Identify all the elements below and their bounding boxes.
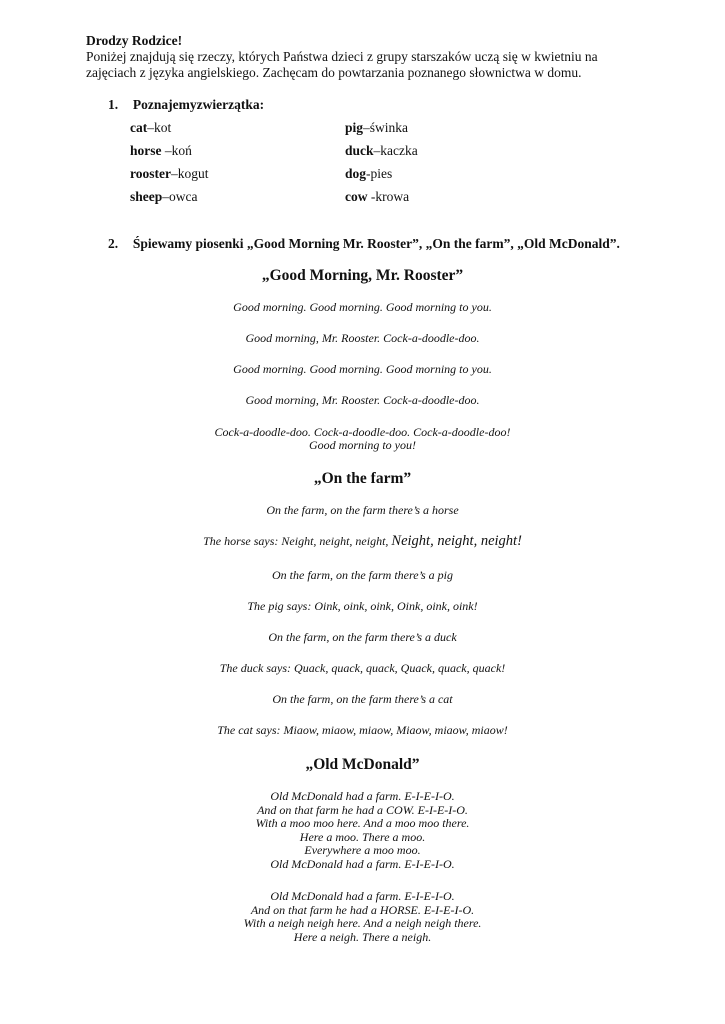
song-3-verse-2-line-4: Here a neigh. There a neigh. bbox=[293, 929, 432, 944]
song-2-line-8: The cat says: Miaow, miaow, miaow, Miaow, miaow, miaow! bbox=[217, 723, 508, 737]
song-1-line-1: Good morning. Good morning. Good morning to you. bbox=[233, 300, 492, 314]
song-1-line-3: Good morning. Good morning. Good morning to you. bbox=[233, 362, 492, 376]
song-1-line-6: Good morning to you! bbox=[309, 438, 416, 452]
song-1-line-5: Cock-a-doodle-doo. Cock-a-doodle-doo. Cock-a-doodle-doo! bbox=[214, 425, 511, 439]
greeting: Drodzy Rodzice! bbox=[86, 33, 183, 48]
section-1-title: Poznajemyzwierzątka: bbox=[132, 97, 265, 112]
song-3-verse-1-line-5: Everywhere a moo moo. bbox=[304, 843, 421, 857]
song-3-verse-1-line-6: Old McDonald had a farm. E-I-E-I-O. bbox=[270, 856, 455, 871]
vocab-right-3: dog-pies bbox=[345, 166, 393, 181]
song-3-title: „Old McDonald” bbox=[305, 756, 420, 773]
song-3-verse-1-line-1: Old McDonald had a farm. E-I-E-I-O. bbox=[270, 789, 455, 803]
section-2-number: 2. bbox=[108, 236, 119, 251]
song-1-line-2: Good morning, Mr. Rooster. Cock-a-doodle-doo. bbox=[245, 331, 480, 345]
song-2-line-1: On the farm, on the farm there’s a horse bbox=[266, 503, 459, 517]
song-3-verse-2-line-1: Old McDonald had a farm. E-I-E-I-O. bbox=[270, 889, 455, 903]
song-3-verse-2-line-2: And on that farm he had a HORSE. E-I-E-I-O. bbox=[250, 902, 475, 917]
vocab-left-4: sheep–owca bbox=[130, 189, 198, 204]
vocab-left-2: horse –koń bbox=[130, 143, 192, 158]
song-3-verse-2-line-3: With a neigh neigh here. And a neigh neigh there. bbox=[243, 916, 482, 930]
song-2-line-4: The pig says: Oink, oink, oink, Oink, oink, oink! bbox=[247, 599, 478, 613]
vocab-right-2: duck–kaczka bbox=[345, 143, 418, 158]
intro-paragraph: Poniżej znajdują się rzeczy, których Państwa dzieci z grupy starszaków uczą się w kwietniu na zajęciach z języka angielskiego. Zachęcam do powtarzania poznanego słownictwa w domu. bbox=[86, 49, 598, 80]
vocab-right-4: cow -krowa bbox=[345, 189, 410, 204]
song-2-line-7: On the farm, on the farm there’s a cat bbox=[272, 692, 453, 706]
section-2-heading bbox=[108, 236, 620, 252]
song-2-line-2: The horse says: Neight, neight, neight, Neight, neight, neight! bbox=[203, 533, 522, 549]
song-1-title: „Good Morning, Mr. Rooster” bbox=[261, 267, 464, 284]
song-1-line-4: Good morning, Mr. Rooster. Cock-a-doodle-doo. bbox=[245, 393, 480, 407]
section-1-number: 1. bbox=[108, 97, 119, 112]
song-2-line-3: On the farm, on the farm there’s a pig bbox=[272, 568, 453, 582]
song-2-line-5: On the farm, on the farm there’s a duck bbox=[268, 630, 457, 644]
vocab-right-1: pig–świnka bbox=[345, 120, 409, 135]
vocab-left-3: rooster–kogut bbox=[130, 166, 209, 181]
song-3-verse-1-line-4: Here a moo. There a moo. bbox=[299, 829, 426, 844]
section-1-heading bbox=[108, 97, 264, 113]
vocab-left-1: cat–kot bbox=[130, 120, 172, 135]
song-3-verse-1-line-2: And on that farm he had a COW. E-I-E-I-O. bbox=[257, 802, 468, 817]
song-3-verse-1-line-3: With a moo moo here. And a moo moo there. bbox=[255, 816, 470, 830]
song-2-title: „On the farm” bbox=[313, 470, 412, 487]
section-2-title: Śpiewamy piosenki „Good Morning Mr. Rooster”, „On the farm”, „Old McDonald”. bbox=[132, 236, 620, 251]
song-2-line-6: The duck says: Quack, quack, quack, Quack, quack, quack! bbox=[219, 661, 506, 675]
